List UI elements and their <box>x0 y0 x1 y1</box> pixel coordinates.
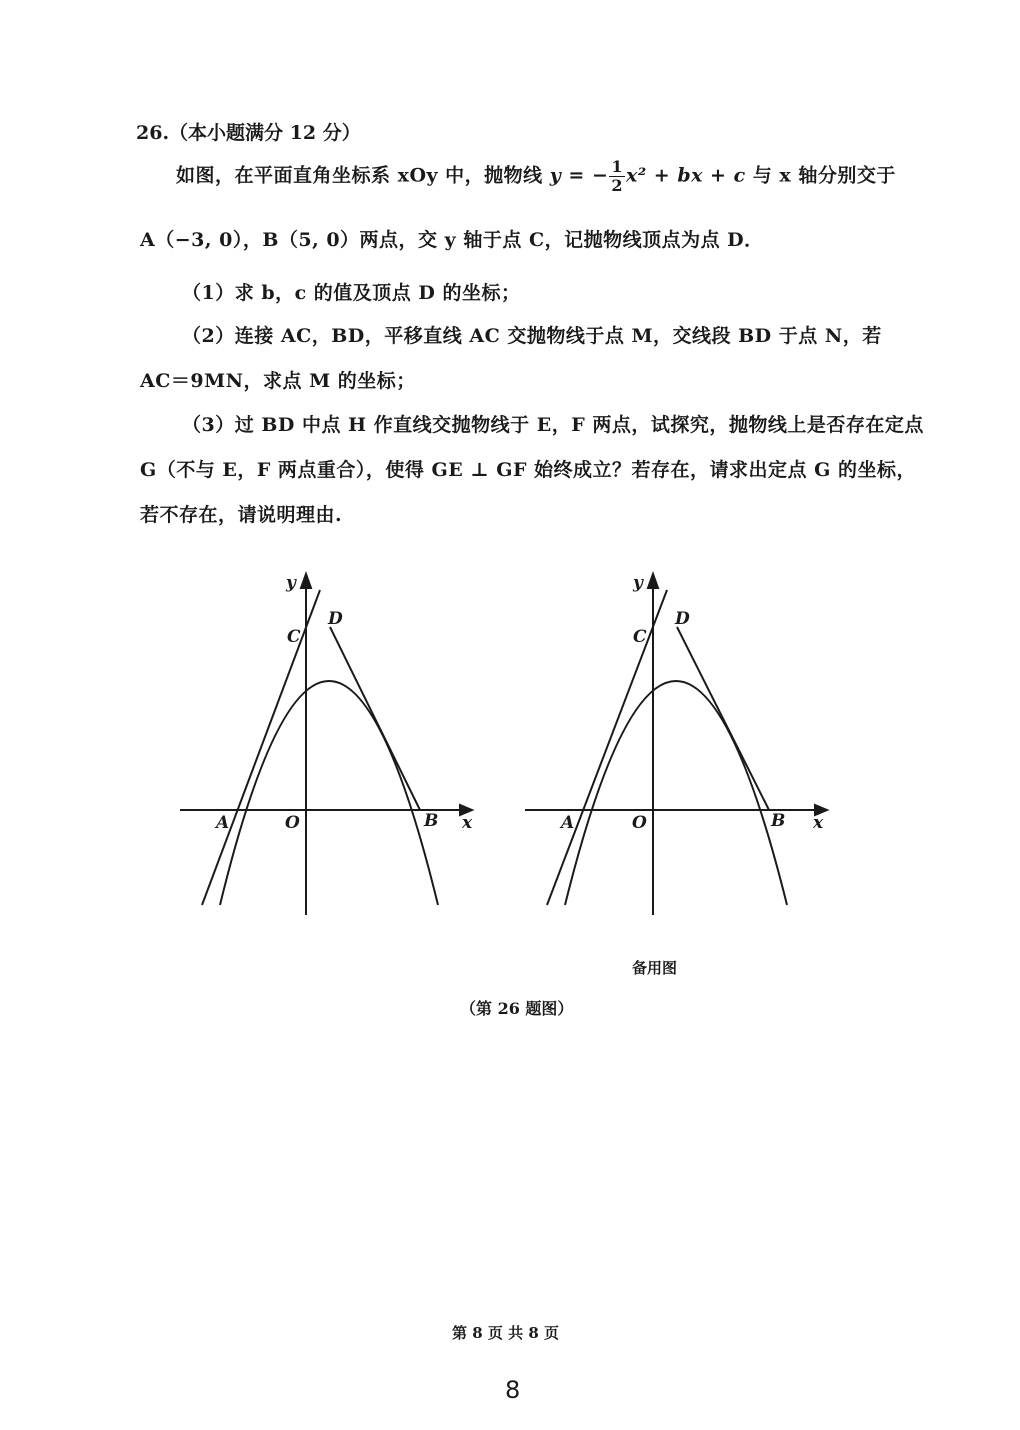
page-number: 8 <box>505 1376 521 1404</box>
line-ac <box>202 590 320 905</box>
label-y: y <box>286 573 296 593</box>
fig-main-content <box>180 574 472 915</box>
eq-lhs: y = − <box>549 164 609 187</box>
parabola-curve <box>220 681 438 905</box>
intro-text-2: 与 x 轴分别交于 <box>745 164 896 187</box>
label-x: x <box>813 813 824 833</box>
label-o: O <box>632 813 647 833</box>
eq-rest: x² + bx + c <box>626 164 746 187</box>
label-c: C <box>633 627 647 647</box>
eq-denominator: 2 <box>611 176 624 195</box>
question-3-line-2: G（不与 E，F 两点重合），使得 GE ⊥ GF 始终成立？若存在，请求出定点 G 的坐标， <box>140 459 917 481</box>
parabola-curve <box>565 681 787 905</box>
question-3-line-3: 若不存在，请说明理由. <box>140 504 343 526</box>
label-b: B <box>424 811 439 831</box>
eq-fraction <box>609 158 625 195</box>
label-y: y <box>633 573 643 593</box>
y-axis-arrow <box>648 574 658 588</box>
spare-figure-caption: 备用图 <box>632 959 678 977</box>
parabola-figure-spare <box>515 560 835 930</box>
eq-numerator: 1 <box>611 157 624 176</box>
line-bd <box>677 627 769 810</box>
y-axis-arrow <box>301 574 311 588</box>
label-o: O <box>285 813 300 833</box>
label-b: B <box>771 811 786 831</box>
intro-text-1: 如图，在平面直角坐标系 xOy 中，抛物线 <box>176 164 550 187</box>
question-1: （1）求 b，c 的值及顶点 D 的坐标； <box>182 282 521 304</box>
label-a: A <box>561 813 575 833</box>
line-bd <box>330 627 420 810</box>
question-2-line-2: AC＝9MN，求点 M 的坐标； <box>140 370 416 392</box>
line-ac <box>547 590 667 905</box>
problem-title: 26.（本小题满分 12 分） <box>136 122 361 144</box>
page-footer: 第 8 页 共 8 页 <box>452 1324 559 1342</box>
figure-caption: （第 26 题图） <box>460 999 574 1018</box>
label-a: A <box>216 813 230 833</box>
label-d: D <box>675 609 690 629</box>
label-d: D <box>328 609 343 629</box>
parabola-figure-main <box>170 560 480 930</box>
label-c: C <box>287 627 301 647</box>
problem-line-2: A（−3, 0），B（5, 0）两点，交 y 轴于点 C，记抛物线顶点为点 D． <box>140 229 764 251</box>
question-3-line-1: （3）过 BD 中点 H 作直线交抛物线于 E，F 两点，试探究，抛物线上是否存在定点 <box>182 414 924 436</box>
question-2-line-1: （2）连接 AC，BD，平移直线 AC 交抛物线于点 M，交线段 BD 于点 N，若 <box>182 325 882 347</box>
problem-intro <box>176 158 896 195</box>
label-x: x <box>462 813 473 833</box>
